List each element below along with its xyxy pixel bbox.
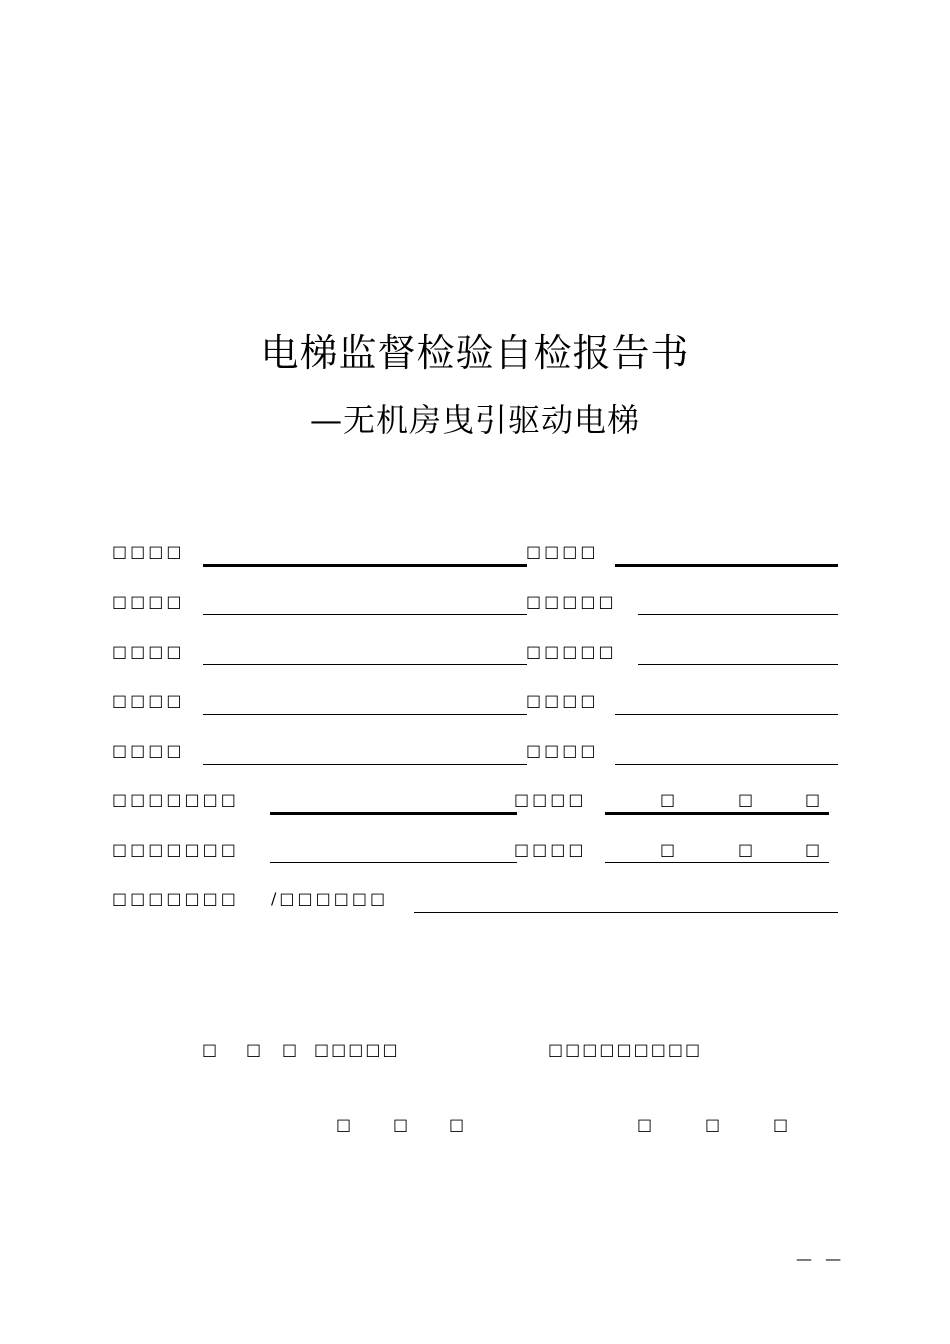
row7-right-label: □□□□ (514, 840, 587, 859)
row6-date-day: □ (805, 790, 821, 809)
row4-left-field[interactable] (203, 714, 527, 715)
row7-date-year: □ (660, 840, 676, 859)
row2-right-label: □□□□□ (526, 592, 617, 611)
signature-right-year: □ (637, 1115, 653, 1134)
row7-left-field[interactable] (270, 862, 517, 863)
row4-left-label: □□□□ (112, 691, 185, 710)
row6-date-field[interactable] (605, 812, 829, 815)
signature-right-label: □□□□□□□□□ (548, 1040, 703, 1059)
signature-left-day: □ (449, 1115, 465, 1134)
signature-left-label: □□□□□ (314, 1040, 400, 1059)
row3-right-label: □□□□□ (526, 642, 617, 661)
signature-right-day: □ (773, 1115, 789, 1134)
row3-right-field[interactable] (638, 664, 838, 665)
row1-left-field[interactable] (203, 564, 527, 567)
row8-left-label: □□□□□□□ (112, 889, 239, 908)
signature-left-month: □ (393, 1115, 409, 1134)
row7-date-month: □ (738, 840, 754, 859)
row4-right-label: □□□□ (526, 691, 599, 710)
document-title: 电梯监督检验自检报告书 (260, 331, 690, 375)
row1-right-field[interactable] (615, 564, 838, 567)
row1-left-label: □□□□ (112, 542, 185, 561)
row4-right-field[interactable] (615, 714, 838, 715)
row2-left-field[interactable] (203, 614, 527, 615)
row6-left-field[interactable] (270, 812, 517, 815)
signature-left-a: □ (202, 1040, 218, 1059)
row7-date-day: □ (805, 840, 821, 859)
row5-right-field[interactable] (615, 764, 838, 765)
signature-left-year: □ (336, 1115, 352, 1134)
row2-left-label: □□□□ (112, 592, 185, 611)
row3-left-field[interactable] (203, 664, 527, 665)
row7-left-label: □□□□□□□ (112, 840, 239, 859)
row1-right-label: □□□□ (526, 542, 599, 561)
row8-field[interactable] (414, 912, 838, 913)
row3-left-label: □□□□ (112, 642, 185, 661)
row5-right-label: □□□□ (526, 741, 599, 760)
row6-right-label: □□□□ (514, 790, 587, 809)
row2-right-field[interactable] (638, 614, 838, 615)
row7-date-field[interactable] (605, 862, 829, 863)
row8-mid-label: /□□□□□□ (271, 889, 389, 908)
row6-left-label: □□□□□□□ (112, 790, 239, 809)
signature-right-month: □ (705, 1115, 721, 1134)
row5-left-label: □□□□ (112, 741, 185, 760)
signature-left-b: □ (246, 1040, 262, 1059)
page-number: — — (796, 1249, 846, 1268)
document-subtitle: —无机房曳引驱动电梯 (309, 401, 640, 439)
row6-date-year: □ (660, 790, 676, 809)
row6-date-month: □ (738, 790, 754, 809)
row5-left-field[interactable] (203, 764, 527, 765)
signature-left-c: □ (282, 1040, 298, 1059)
